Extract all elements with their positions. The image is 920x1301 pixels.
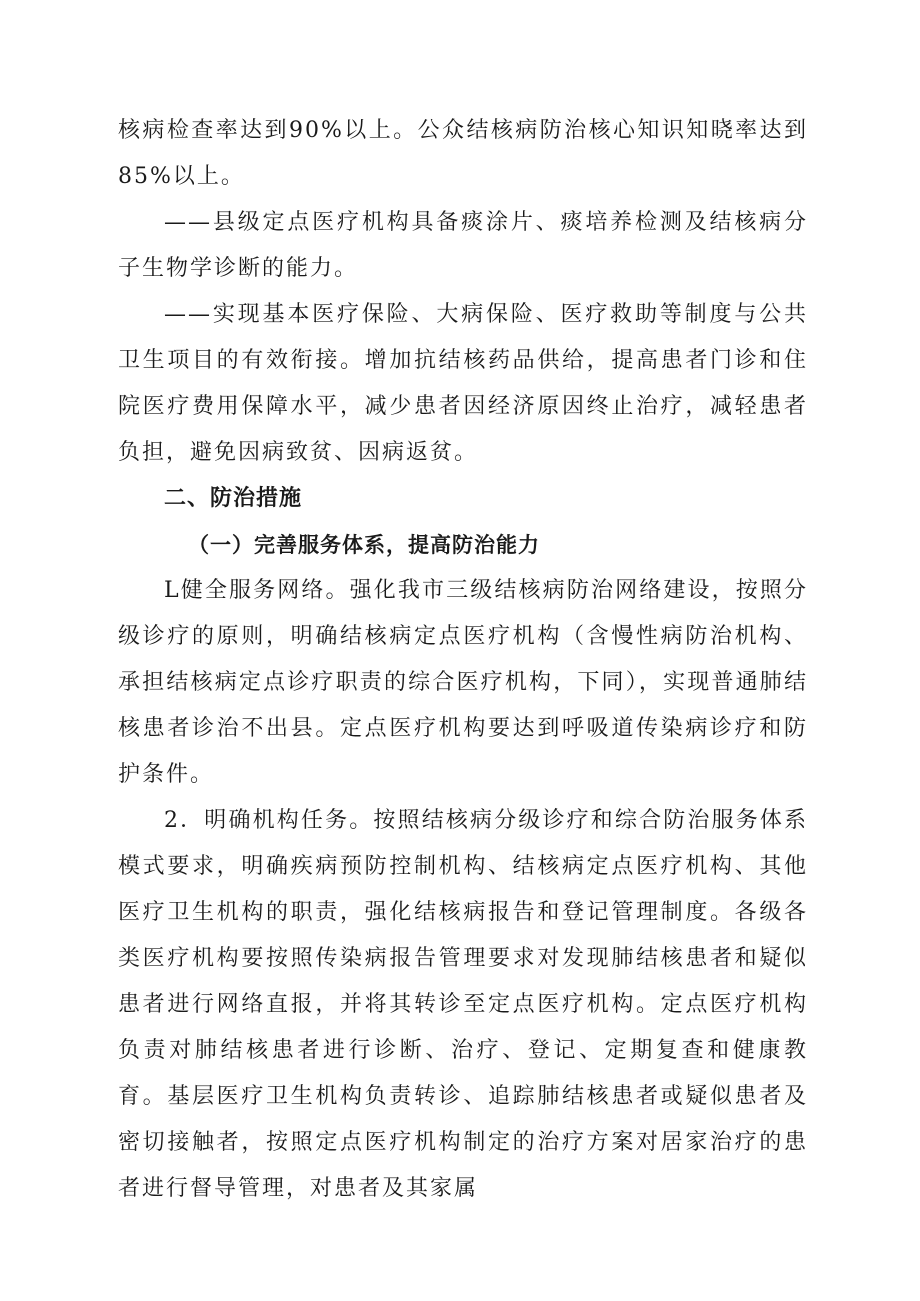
document-body	[118, 108, 808, 1212]
item-service-network: L健全服务网络。强化我市三级结核病防治网络建设，按照分级诊疗的原则，明确结核病定点医疗机构（含慢性病防治机构、承担结核病定点诊疗职责的综合医疗机构，下同），实现普通肺结核患者诊治不出县。定点医疗机构要达到呼吸道传染病诊疗和防护条件。	[118, 578, 808, 787]
paragraph-county-capability: ——县级定点医疗机构具备痰涂片、痰培养检测及结核病分子生物学诊断的能力。	[118, 210, 808, 281]
paragraph-insurance-integration: ——实现基本医疗保险、大病保险、医疗救助等制度与公共卫生项目的有效衔接。增加抗结核药品供给，提高患者门诊和住院医疗费用保障水平，减少患者因经济原因终止治疗，减轻患者负担，避免因病致贫、因病返贫。	[118, 302, 808, 465]
item-institution-tasks: 2．明确机构任务。按照结核病分级诊疗和综合防治服务体系模式要求，明确疾病预防控制机构、结核病定点医疗机构、其他医疗卫生机构的职责，强化结核病报告和登记管理制度。各级各类医疗机构要按照传染病报告管理要求对发现肺结核患者和疑似患者进行网络直报，并将其转诊至定点医疗机构。定点医疗机构负责对肺结核患者进行诊断、治疗、登记、定期复查和健康教育。基层医疗卫生机构负责转诊、追踪肺结核患者或疑似患者及密切接触者，按照定点医疗机构制定的治疗方案对居家治疗的患者进行督导管理，对患者及其家属	[118, 808, 808, 1201]
paragraph-target-rates: 核病检查率达到90%以上。公众结核病防治核心知识知晓率达到85%以上。	[118, 118, 808, 189]
subsection-heading: （一）完善服务体系，提高防治能力	[188, 533, 540, 557]
section-heading: 二、防治措施	[164, 486, 303, 511]
